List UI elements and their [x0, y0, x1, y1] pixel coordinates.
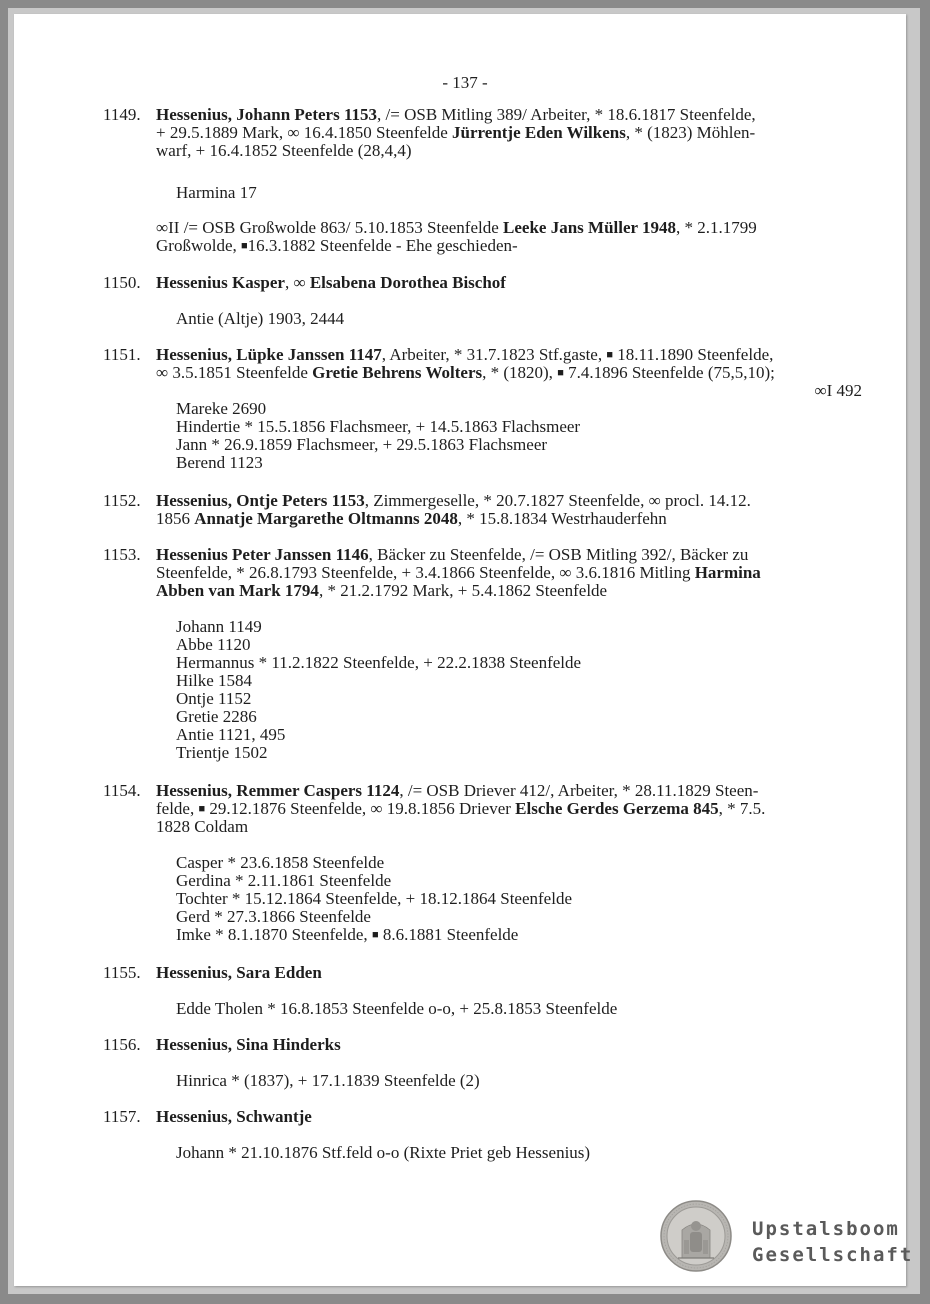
burial-symbol: ■	[606, 349, 613, 361]
spouse-name: Gretie Behrens Wolters	[312, 363, 483, 382]
burial-symbol: ■	[557, 367, 564, 379]
entry-number: 1150.	[103, 273, 141, 292]
entry-number: 1156.	[103, 1035, 141, 1054]
child-entry: Johann * 21.10.1876 Stf.feld o-o (Rixte Priet geb Hessenius)	[176, 1143, 591, 1162]
person-name: Hessenius, Schwantje	[156, 1107, 312, 1126]
spouse-name: Jürrentje Eden Wilkens	[452, 123, 626, 142]
person-name: Hessenius, Lüpke Janssen 1147	[156, 345, 382, 364]
spouse-name: Leeke Jans Müller 1948	[503, 218, 677, 237]
child-entry: Hermannus * 11.2.1822 Steenfelde, + 22.2.1838 Steenfelde	[176, 653, 582, 672]
person-name: Hessenius, Remmer Caspers 1124	[156, 781, 400, 800]
person-name: Hessenius Peter Janssen 1146	[156, 545, 369, 564]
child-entry: Berend 1123	[176, 453, 263, 472]
burial-symbol: ■	[198, 803, 206, 815]
entry-number: 1157.	[103, 1107, 141, 1126]
child-entry: Ontje 1152	[176, 689, 252, 708]
entry-number: 1153.	[103, 545, 141, 564]
burial-symbol: ■	[240, 240, 248, 252]
child-entry: Gretie 2286	[176, 707, 257, 726]
children-list	[176, 310, 344, 328]
brand-name-line2: Gesellschaft	[752, 1244, 914, 1266]
child-entry: Hinrica * (1837), + 17.1.1839 Steenfelde (2)	[176, 1071, 480, 1090]
entry-number: 1151.	[103, 345, 141, 364]
child-entry: Abbe 1120	[176, 635, 251, 654]
entry-number: 1155.	[103, 963, 141, 982]
entry-number: 1152.	[103, 491, 141, 510]
person-name: Hessenius, Johann Peters 1153	[156, 105, 378, 124]
children-list	[176, 854, 572, 944]
child-entry: Johann 1149	[176, 617, 262, 636]
child-entry: Harmina 17	[176, 183, 257, 202]
child-entry: Hilke 1584	[176, 671, 253, 690]
cross-reference: ∞I 492	[814, 381, 862, 400]
child-entry: Imke * 8.1.1870 Steenfelde, ■ 8.6.1881 Steenfelde	[176, 925, 519, 944]
entry-number: 1149.	[103, 105, 141, 124]
person-name: Hessenius, Sara Edden	[156, 963, 322, 982]
child-entry: Hindertie * 15.5.1856 Flachsmeer, + 14.5.1863 Flachsmeer	[176, 417, 581, 436]
children-list	[176, 618, 581, 762]
spouse-name: Abben van Mark 1794	[156, 581, 319, 600]
person-name: Hessenius, Sina Hinderks	[156, 1035, 341, 1054]
children-list	[176, 1000, 617, 1018]
spouse-name: Harmina	[694, 563, 761, 582]
person-name: Hessenius Kasper	[156, 273, 285, 292]
child-entry: Jann * 26.9.1859 Flachsmeer, + 29.5.1863 Flachsmeer	[176, 435, 548, 454]
spouse-name: Elsabena Dorothea Bischof	[309, 273, 506, 292]
spouse-name: Elsche Gerdes Gerzema 845	[515, 799, 719, 818]
child-entry: Mareke 2690	[176, 399, 267, 418]
child-entry: Antie (Altje) 1903, 2444	[176, 309, 345, 328]
child-entry: Gerdina * 2.11.1861 Steenfelde	[176, 871, 392, 890]
brand-name-line1: Upstalsboom	[752, 1218, 900, 1240]
child-entry: Edde Tholen * 16.8.1853 Steenfelde o-o, + 25.8.1853 Steenfelde	[176, 999, 618, 1018]
child-entry: Trientje 1502	[176, 743, 268, 762]
entry-number: 1154.	[103, 781, 141, 800]
child-entry: Casper * 23.6.1858 Steenfelde	[176, 853, 385, 872]
children-list	[176, 400, 580, 472]
page-number: - 137 -	[442, 73, 488, 92]
child-entry: Gerd * 27.3.1866 Steenfelde	[176, 907, 371, 926]
spouse-name: Annatje Margarethe Oltmanns 2048	[194, 509, 458, 528]
children-list	[176, 1144, 590, 1162]
children-list	[176, 1072, 480, 1090]
child-entry: Tochter * 15.12.1864 Steenfelde, + 18.12.1864 Steenfelde	[176, 889, 572, 908]
burial-symbol: ■	[371, 929, 379, 941]
person-name: Hessenius, Ontje Peters 1153	[156, 491, 365, 510]
children-list	[176, 184, 257, 202]
upstalsboom-seal-logo	[660, 1200, 732, 1272]
child-entry: Antie 1121, 495	[176, 725, 286, 744]
